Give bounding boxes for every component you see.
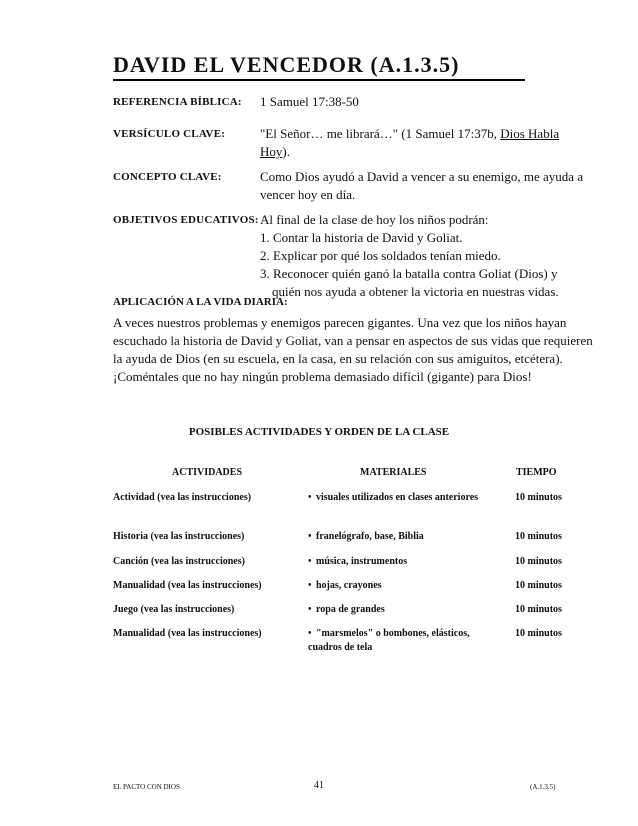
referencia-label: REFERENCIA BÍBLICA:	[113, 96, 242, 108]
material-text: música, instrumentos	[316, 556, 408, 567]
bullet-icon: •	[308, 580, 312, 591]
objetivo-item: 1. Contar la historia de David y Goliat.	[260, 230, 463, 245]
table-cell-tiempo: 10 minutos	[515, 604, 562, 615]
versiculo-text-end: ).	[282, 144, 290, 159]
table-cell-material	[308, 530, 498, 544]
footer-right: (A.1.3.5)	[530, 783, 556, 791]
objetivo-item: 2. Explicar por qué los soldados tenían miedo.	[260, 248, 501, 263]
table-cell-tiempo: 10 minutos	[515, 580, 562, 591]
table-cell-tiempo: 10 minutos	[515, 628, 562, 639]
versiculo-label: VERSÍCULO CLAVE:	[113, 128, 226, 140]
bullet-icon: •	[308, 628, 312, 639]
page-number: 41	[314, 780, 324, 791]
title-underline	[113, 79, 525, 81]
column-header-actividades: ACTIVIDADES	[172, 467, 243, 478]
material-text: franelógrafo, base, Biblia	[316, 531, 424, 542]
table-cell-actividad: Manualidad (vea las instrucciones)	[113, 580, 262, 591]
table-cell-actividad: Actividad (vea las instrucciones)	[113, 492, 252, 503]
concepto-value: Como Dios ayudó a David a vencer a su enemigo, me ayuda a vencer hoy en día.	[260, 169, 584, 202]
material-text: visuales utilizados en clases anteriores	[316, 492, 479, 503]
bullet-icon: •	[308, 531, 312, 542]
versiculo-version-link: Dios Habla	[500, 126, 560, 141]
activities-title: POSIBLES ACTIVIDADES Y ORDEN DE LA CLASE	[188, 426, 450, 438]
material-text: "marsmelos" o bombones, elásticos, cuadros de tela	[308, 628, 470, 653]
concepto-label: CONCEPTO CLAVE:	[113, 171, 222, 183]
table-cell-material	[308, 579, 498, 593]
material-text: hojas, crayones	[316, 580, 382, 591]
column-header-materiales: MATERIALES	[360, 467, 427, 478]
objetivos-label: OBJETIVOS EDUCATIVOS:	[113, 214, 259, 226]
table-cell-tiempo: 10 minutos	[515, 556, 562, 567]
objetivo-item: quién nos ayuda a obtener la victoria en nuestras vidas.	[272, 284, 559, 299]
page-title: DAVID EL VENCEDOR (A.1.3.5)	[113, 52, 460, 77]
bullet-icon: •	[308, 604, 312, 615]
referencia-value: 1 Samuel 17:38-50	[260, 94, 359, 109]
versiculo-text: "El Señor… me librará…" (1 Samuel 17:37b,	[260, 126, 501, 141]
footer-left: EL PACTO CON DIOS	[113, 783, 180, 791]
table-cell-material	[308, 491, 498, 505]
objetivo-item: 3. Reconocer quién ganó la batalla contra Goliat (Dios) y	[260, 266, 558, 281]
table-cell-material	[308, 603, 498, 617]
table-cell-actividad: Historia (vea las instrucciones)	[113, 531, 245, 542]
bullet-icon: •	[308, 492, 312, 503]
table-cell-actividad: Juego (vea las instrucciones)	[113, 604, 235, 615]
aplicacion-label: APLICACIÓN A LA VIDA DIARIA:	[113, 296, 288, 308]
table-cell-actividad: Manualidad (vea las instrucciones)	[113, 628, 262, 639]
table-cell-tiempo: 10 minutos	[515, 531, 562, 542]
bullet-icon: •	[308, 556, 312, 567]
material-text: ropa de grandes	[316, 604, 385, 615]
versiculo-version-link-cont: Hoy	[260, 144, 283, 159]
table-cell-actividad: Canción (vea las instrucciones)	[113, 556, 245, 567]
column-header-tiempo: TIEMPO	[516, 467, 557, 478]
table-cell-material	[308, 627, 493, 655]
table-cell-material	[308, 555, 498, 569]
objetivos-intro: Al final de la clase de hoy los niños podrán:	[260, 212, 489, 227]
table-cell-tiempo: 10 minutos	[515, 492, 562, 503]
aplicacion-text: A veces nuestros problemas y enemigos parecen gigantes. Una vez que los niños hayan escuchado la historia de David y Goliat, van a pensar en aspectos de sus vidas que requieren la ayuda de Dios (en su escuela, en la casa, en su relación con sus amiguitos, etcétera). ¡Coméntales que no hay ningún problema demasiado difícil (gigante) para Dios!	[113, 315, 593, 384]
versiculo-value	[260, 125, 590, 161]
objetivos-list	[260, 211, 590, 301]
